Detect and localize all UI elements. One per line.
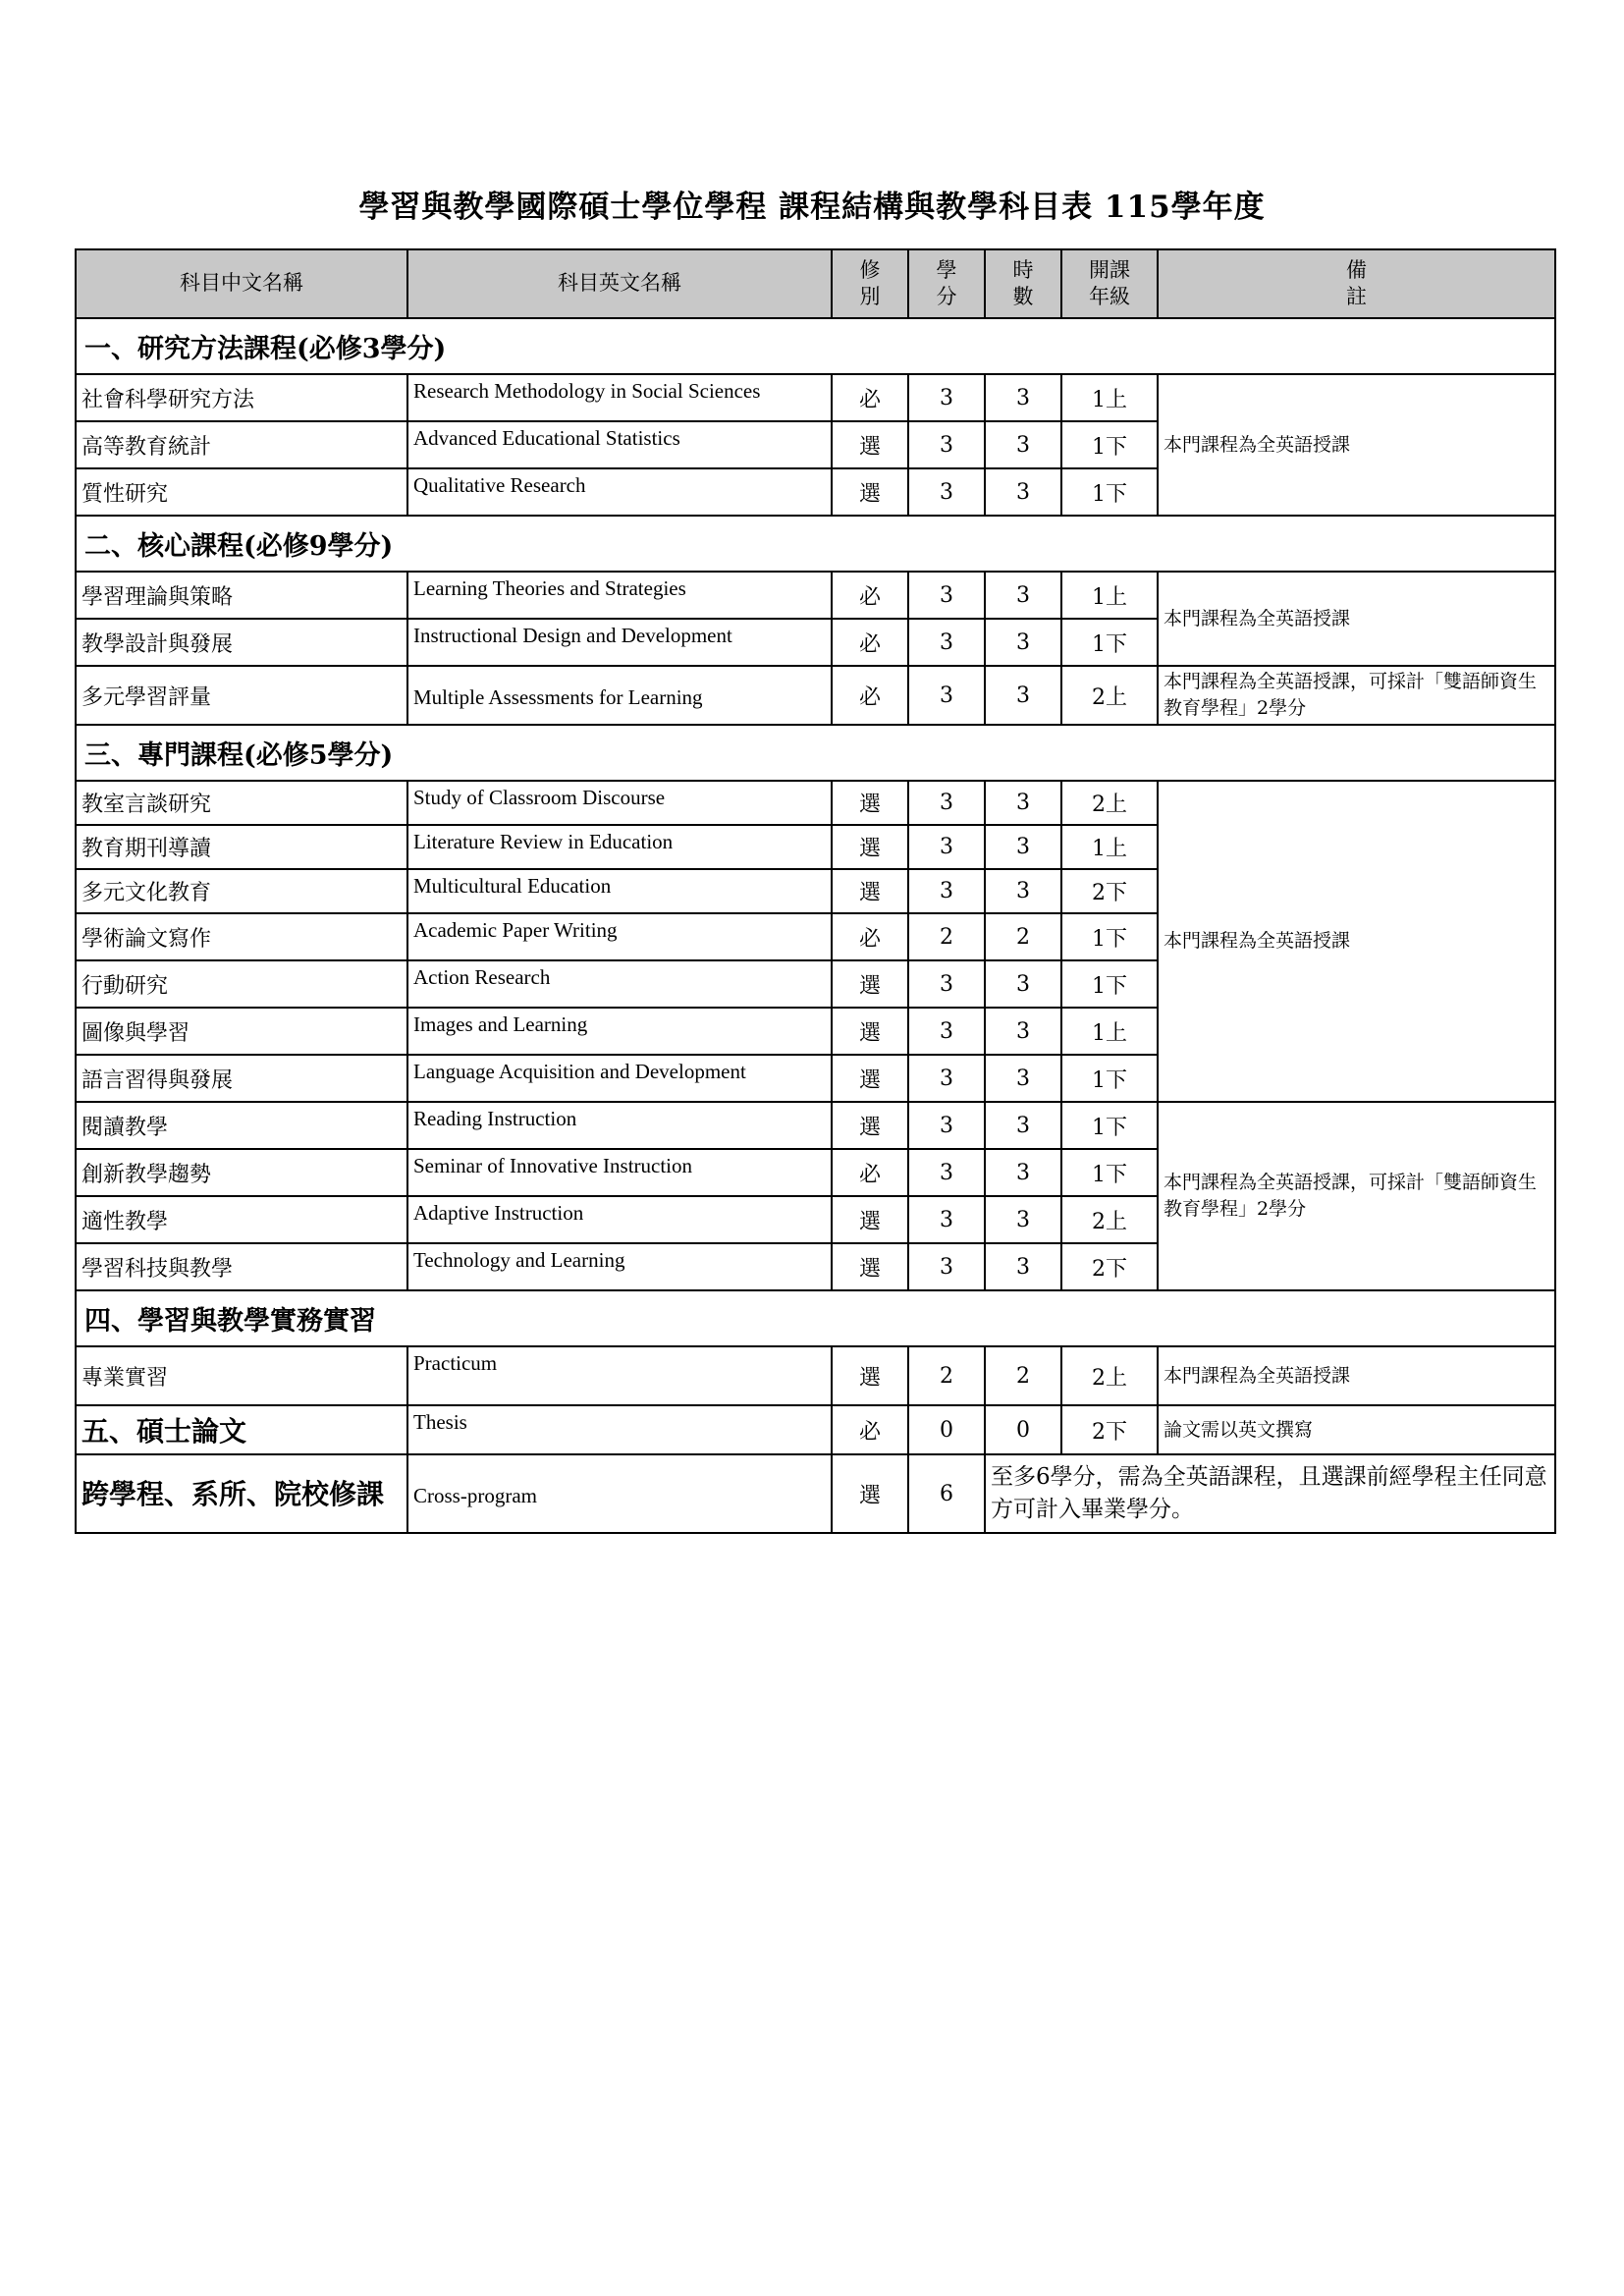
- course-year: 2上: [1061, 781, 1158, 825]
- course-type: 選: [832, 421, 908, 468]
- course-hours: 3: [985, 1008, 1061, 1055]
- course-zh: 多元文化教育: [76, 869, 407, 913]
- course-credit: 3: [908, 666, 985, 725]
- course-credit: 2: [908, 1346, 985, 1405]
- course-hours: 3: [985, 619, 1061, 666]
- course-type: 必: [832, 374, 908, 421]
- course-credit: 3: [908, 468, 985, 516]
- course-en: Research Methodology in Social Sciences: [407, 374, 832, 421]
- course-en: Thesis: [407, 1405, 832, 1454]
- course-type: 選: [832, 869, 908, 913]
- table-row: [76, 1346, 1555, 1405]
- course-credit: 3: [908, 1149, 985, 1196]
- course-zh: 多元學習評量: [76, 666, 407, 725]
- course-zh: 教育期刊導讀: [76, 825, 407, 869]
- course-zh: 教室言談研究: [76, 781, 407, 825]
- course-zh: 五、碩士論文: [76, 1405, 407, 1454]
- course-year: 1下: [1061, 1149, 1158, 1196]
- course-credit: 3: [908, 421, 985, 468]
- course-year: 2下: [1061, 869, 1158, 913]
- course-zh: 行動研究: [76, 960, 407, 1008]
- course-credit: 3: [908, 1243, 985, 1290]
- course-year: 2下: [1061, 1405, 1158, 1454]
- course-en: Academic Paper Writing: [407, 913, 832, 960]
- course-year: 1下: [1061, 960, 1158, 1008]
- course-credit: 0: [908, 1405, 985, 1454]
- course-type: 選: [832, 960, 908, 1008]
- course-hours: 3: [985, 374, 1061, 421]
- course-hours: 3: [985, 421, 1061, 468]
- course-hours: 3: [985, 1102, 1061, 1149]
- course-year: 1下: [1061, 913, 1158, 960]
- course-year: 2上: [1061, 666, 1158, 725]
- course-type: 選: [832, 1008, 908, 1055]
- course-en: Study of Classroom Discourse: [407, 781, 832, 825]
- section-row: [76, 725, 1555, 781]
- course-hours: 2: [985, 913, 1061, 960]
- table-row: [76, 1454, 1555, 1533]
- course-remark: 至多6學分，需為全英語課程，且選課前經學程主任同意方可計入畢業學分。: [985, 1454, 1555, 1533]
- table-row: [76, 781, 1555, 825]
- course-en: Qualitative Research: [407, 468, 832, 516]
- course-en: Practicum: [407, 1346, 832, 1405]
- course-year: 2上: [1061, 1346, 1158, 1405]
- course-year: 1下: [1061, 1102, 1158, 1149]
- page-title: 學習與教學國際碩士學位學程 課程結構與教學科目表 115學年度: [358, 190, 1266, 225]
- table-row: [76, 572, 1555, 619]
- section-title: 四、學習與教學實務實習: [76, 1290, 1555, 1346]
- course-en: Technology and Learning: [407, 1243, 832, 1290]
- course-type: 選: [832, 1346, 908, 1405]
- course-type: 選: [832, 825, 908, 869]
- course-year: 1上: [1061, 825, 1158, 869]
- course-en: Cross-program: [407, 1454, 832, 1533]
- course-type: 選: [832, 1102, 908, 1149]
- course-credit: 3: [908, 1196, 985, 1243]
- course-en: Seminar of Innovative Instruction: [407, 1149, 832, 1196]
- course-hours: 0: [985, 1405, 1061, 1454]
- curriculum-table: [75, 248, 1556, 1534]
- course-zh: 創新教學趨勢: [76, 1149, 407, 1196]
- course-hours: 3: [985, 1055, 1061, 1102]
- course-en: Language Acquisition and Development: [407, 1055, 832, 1102]
- course-zh: 跨學程、系所、院校修課: [76, 1454, 407, 1533]
- course-remark: 本門課程為全英語授課，可採計「雙語師資生教育學程」2學分: [1158, 666, 1555, 725]
- course-credit: 3: [908, 572, 985, 619]
- course-zh: 質性研究: [76, 468, 407, 516]
- course-year: 1下: [1061, 1055, 1158, 1102]
- course-type: 選: [832, 1055, 908, 1102]
- course-zh: 學習科技與教學: [76, 1243, 407, 1290]
- course-hours: 3: [985, 666, 1061, 725]
- section-row: [76, 516, 1555, 572]
- course-en: Literature Review in Education: [407, 825, 832, 869]
- course-type: 必: [832, 1149, 908, 1196]
- table-row: [76, 1102, 1555, 1149]
- course-hours: 3: [985, 960, 1061, 1008]
- course-zh: 專業實習: [76, 1346, 407, 1405]
- header-zh-name: 科目中文名稱: [76, 249, 407, 318]
- course-year: 2上: [1061, 1196, 1158, 1243]
- course-hours: 3: [985, 825, 1061, 869]
- course-remark: 論文需以英文撰寫: [1158, 1405, 1555, 1454]
- course-en: Instructional Design and Development: [407, 619, 832, 666]
- course-credit: 3: [908, 1008, 985, 1055]
- course-zh: 學習理論與策略: [76, 572, 407, 619]
- course-type: 選: [832, 1196, 908, 1243]
- course-type: 必: [832, 666, 908, 725]
- course-en: Learning Theories and Strategies: [407, 572, 832, 619]
- course-hours: 3: [985, 1196, 1061, 1243]
- course-hours: 3: [985, 1149, 1061, 1196]
- section-row: [76, 1290, 1555, 1346]
- course-zh: 閱讀教學: [76, 1102, 407, 1149]
- course-remark: 本門課程為全英語授課: [1158, 1346, 1555, 1405]
- course-type: 選: [832, 1454, 908, 1533]
- course-type: 必: [832, 572, 908, 619]
- course-type: 選: [832, 468, 908, 516]
- course-credit: 3: [908, 781, 985, 825]
- course-hours: 3: [985, 781, 1061, 825]
- table-row: [76, 666, 1555, 725]
- course-hours: 3: [985, 869, 1061, 913]
- course-zh: 高等教育統計: [76, 421, 407, 468]
- course-zh: 語言習得與發展: [76, 1055, 407, 1102]
- course-en: Adaptive Instruction: [407, 1196, 832, 1243]
- header-row: [76, 249, 1555, 318]
- course-remark: 本門課程為全英語授課: [1158, 572, 1555, 666]
- course-en: Multicultural Education: [407, 869, 832, 913]
- course-credit: 3: [908, 1055, 985, 1102]
- course-year: 1上: [1061, 374, 1158, 421]
- course-credit: 3: [908, 825, 985, 869]
- table-row: [76, 1405, 1555, 1454]
- course-zh: 教學設計與發展: [76, 619, 407, 666]
- course-remark: 本門課程為全英語授課: [1158, 374, 1555, 516]
- course-en: Advanced Educational Statistics: [407, 421, 832, 468]
- header-remark: 備 註: [1158, 249, 1555, 318]
- header-hours: 時 數: [985, 249, 1061, 318]
- course-credit: 3: [908, 1102, 985, 1149]
- course-remark: 本門課程為全英語授課: [1158, 781, 1555, 1102]
- course-credit: 3: [908, 619, 985, 666]
- course-remark: 本門課程為全英語授課，可採計「雙語師資生教育學程」2學分: [1158, 1102, 1555, 1290]
- course-zh: 圖像與學習: [76, 1008, 407, 1055]
- table-row: [76, 374, 1555, 421]
- course-type: 選: [832, 1243, 908, 1290]
- course-type: 必: [832, 1405, 908, 1454]
- course-hours: 3: [985, 572, 1061, 619]
- course-zh: 適性教學: [76, 1196, 407, 1243]
- course-credit: 3: [908, 374, 985, 421]
- header-en-name: 科目英文名稱: [407, 249, 832, 318]
- section-row: [76, 318, 1555, 374]
- course-credit: 3: [908, 869, 985, 913]
- course-credit: 2: [908, 913, 985, 960]
- course-zh: 社會科學研究方法: [76, 374, 407, 421]
- course-year: 1下: [1061, 619, 1158, 666]
- course-year: 1下: [1061, 421, 1158, 468]
- course-hours: 3: [985, 468, 1061, 516]
- course-en: Action Research: [407, 960, 832, 1008]
- course-credit: 6: [908, 1454, 985, 1533]
- section-title: 一、研究方法課程(必修3學分): [76, 318, 1555, 374]
- course-year: 1下: [1061, 468, 1158, 516]
- section-title: 二、核心課程(必修9學分): [76, 516, 1555, 572]
- header-type: 修 別: [832, 249, 908, 318]
- course-year: 1上: [1061, 1008, 1158, 1055]
- course-type: 選: [832, 781, 908, 825]
- course-year: 1上: [1061, 572, 1158, 619]
- header-credit: 學 分: [908, 249, 985, 318]
- section-title: 三、專門課程(必修5學分): [76, 725, 1555, 781]
- course-en: Multiple Assessments for Learning: [407, 666, 832, 725]
- course-zh: 學術論文寫作: [76, 913, 407, 960]
- course-en: Images and Learning: [407, 1008, 832, 1055]
- course-credit: 3: [908, 960, 985, 1008]
- course-year: 2下: [1061, 1243, 1158, 1290]
- course-type: 必: [832, 619, 908, 666]
- course-hours: 3: [985, 1243, 1061, 1290]
- header-year: 開課 年級: [1061, 249, 1158, 318]
- course-en: Reading Instruction: [407, 1102, 832, 1149]
- course-hours: 2: [985, 1346, 1061, 1405]
- course-type: 必: [832, 913, 908, 960]
